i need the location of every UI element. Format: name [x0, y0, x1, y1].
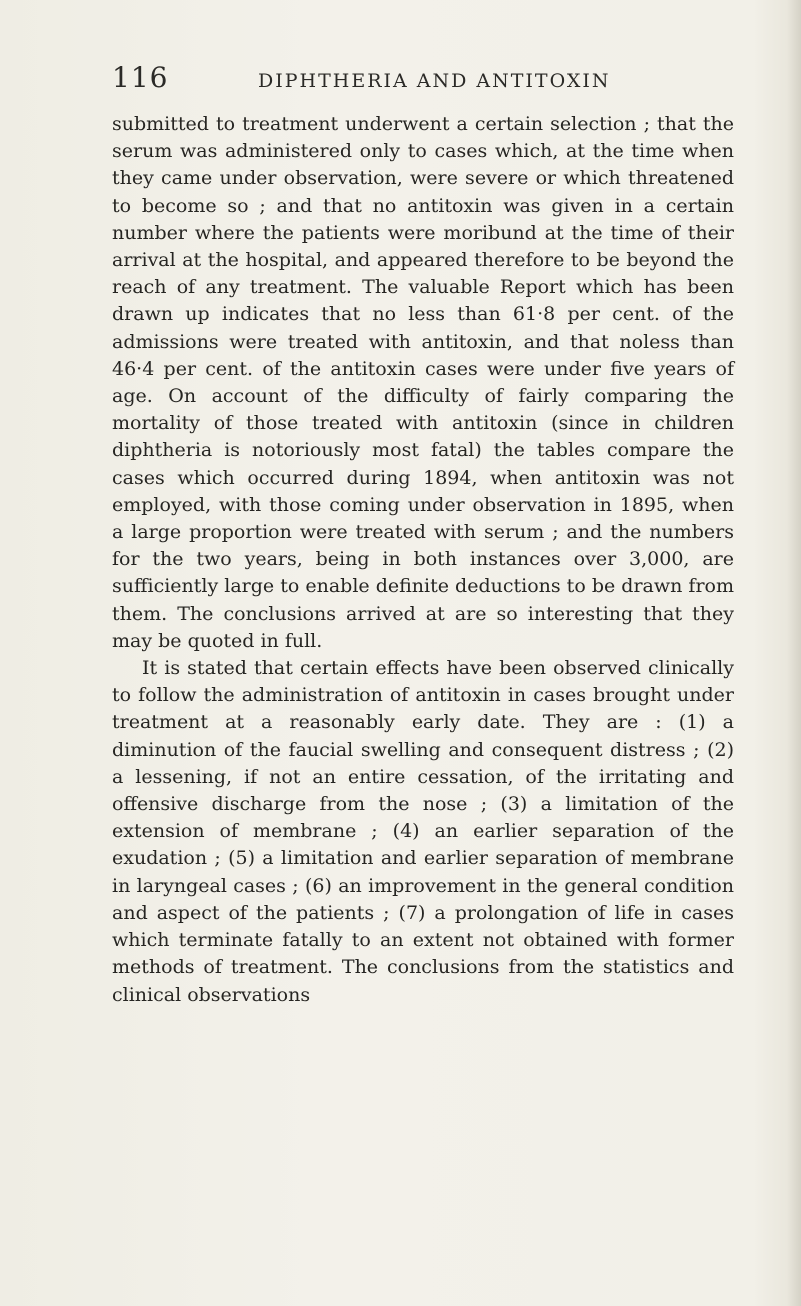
page-edge-shadow — [787, 0, 801, 1306]
paragraph-effects: It is stated that certain effects have been observed clinically to follow the administration of antitoxin in cases brought under treatment at a reasonably early date. They are : (1) a diminution of the faucial swelling and consequent distress ; (2) a lessening, if not an entire cessation, of the irritating and offensive discharge from the nose ; (3) a limitation of the extension of membrane ; (4) an earlier separation of the exudation ; (5) a limitation and earlier separation of membrane in laryngeal cases ; (6) an improvement in the general condition and aspect of the patients ; (7) a prolongation of life in cases which terminate fatally to an extent not obtained with former methods of treatment. The conclusions from the statistics and clinical observations — [112, 657, 734, 1006]
page-number: 116 — [112, 61, 169, 94]
paragraph-continued: submitted to treatment underwent a certain selection ; that the serum was administered only to cases which, at the time when they came under observation, were severe or which threatened to become so ; and that no antitoxin was given in a certain number where the patients were moribund at the time of their arrival at the hospital, and appeared therefore to be beyond the reach of any treatment. The valuable Report which has been drawn up indicates that no less than 61·8 per cent. of the admissions were treated with antitoxin, and that noless than 46·4 per cent. of the antitoxin cases were under five years of age. On account of the difficulty of fairly comparing the mortality of those treated with antitoxin (since in children diphtheria is notoriously most fatal) the tables compare the cases which occurred during 1894, when antitoxin was not employed, with those coming under observation in 1895, when a large proportion were treated with serum ; and the numbers for the two years, being in both instances over 3,000, are sufficiently large to enable definite deductions to be drawn from them. The conclusions arrived at are so interesting that they may be quoted in full. — [112, 113, 734, 652]
page-header — [112, 62, 732, 102]
running-title: DIPHTHERIA AND ANTITOXIN — [258, 70, 611, 92]
body-text — [112, 111, 734, 1009]
